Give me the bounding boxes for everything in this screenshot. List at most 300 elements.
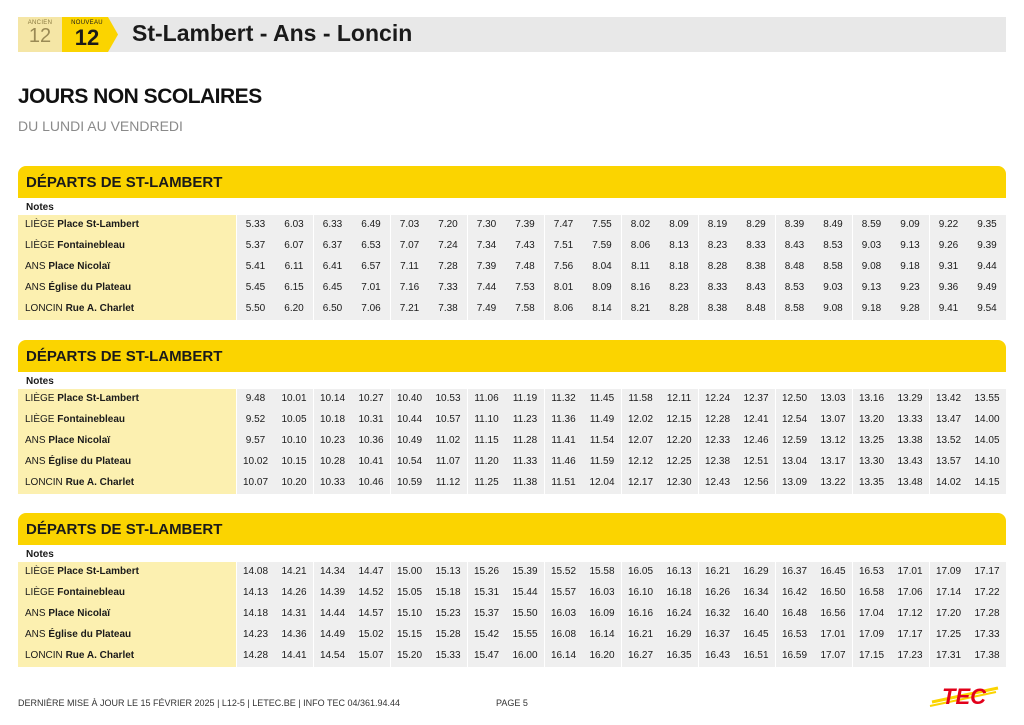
departure-time: 11.58 <box>622 389 660 410</box>
departure-time: 8.38 <box>737 257 775 278</box>
departure-time: 12.20 <box>660 431 698 452</box>
stop-town: LIÈGE <box>25 219 55 230</box>
table-row <box>18 583 1006 604</box>
departure-time: 17.09 <box>930 562 968 583</box>
departure-time: 8.11 <box>622 257 660 278</box>
departure-time: 16.27 <box>622 646 660 667</box>
departure-time: 7.20 <box>429 215 467 236</box>
departure-time: 16.20 <box>583 646 621 667</box>
departure-time: 9.44 <box>968 257 1006 278</box>
stop-name <box>18 431 236 452</box>
departure-time: 10.33 <box>314 473 352 494</box>
departure-time: 7.49 <box>468 299 506 320</box>
departure-time: 11.19 <box>506 389 544 410</box>
departure-time: 11.54 <box>583 431 621 452</box>
departure-time: 11.45 <box>583 389 621 410</box>
departure-time: 8.02 <box>622 215 660 236</box>
departure-time: 11.41 <box>545 431 583 452</box>
departure-time: 7.39 <box>468 257 506 278</box>
departure-time: 16.45 <box>814 562 852 583</box>
departure-time: 6.33 <box>314 215 352 236</box>
departure-time: 7.24 <box>429 236 467 257</box>
table-row <box>18 236 1006 257</box>
departure-time: 14.52 <box>352 583 390 604</box>
departure-time: 12.46 <box>737 431 775 452</box>
old-line-number: 12 <box>28 25 52 47</box>
departure-time: 8.16 <box>622 278 660 299</box>
table-row <box>18 604 1006 625</box>
departure-time: 9.54 <box>968 299 1006 320</box>
departure-time: 6.57 <box>352 257 390 278</box>
stop-name <box>18 562 236 583</box>
notes-label: Notes <box>26 376 54 387</box>
departure-time: 9.22 <box>930 215 968 236</box>
departure-time: 8.04 <box>583 257 621 278</box>
departure-time: 10.31 <box>352 410 390 431</box>
departure-time: 6.49 <box>352 215 390 236</box>
stop-name <box>18 389 236 410</box>
stop-place: Place St-Lambert <box>57 393 139 404</box>
departure-time: 11.46 <box>545 452 583 473</box>
stop-name <box>18 236 236 257</box>
stop-name <box>18 646 236 667</box>
departure-time: 13.42 <box>930 389 968 410</box>
departure-time: 7.30 <box>468 215 506 236</box>
departure-time: 15.33 <box>429 646 467 667</box>
departure-time: 15.50 <box>506 604 544 625</box>
departure-time: 16.58 <box>853 583 891 604</box>
departure-time: 12.04 <box>583 473 621 494</box>
stop-town: ANS <box>25 456 46 468</box>
departure-time: 15.42 <box>468 625 506 646</box>
departure-time: 16.45 <box>737 625 775 646</box>
departure-time: 13.48 <box>891 473 929 494</box>
departure-time: 6.37 <box>314 236 352 257</box>
departure-time: 7.55 <box>583 215 621 236</box>
departure-time: 7.53 <box>506 278 544 299</box>
departure-time: 16.05 <box>622 562 660 583</box>
departure-time: 13.04 <box>776 452 814 473</box>
departure-time: 17.06 <box>891 583 929 604</box>
departure-time: 16.13 <box>660 562 698 583</box>
departure-time: 14.34 <box>314 562 352 583</box>
departure-time: 17.17 <box>891 625 929 646</box>
departure-time: 15.18 <box>429 583 467 604</box>
departure-time: 11.15 <box>468 431 506 452</box>
departure-time: 14.05 <box>968 431 1006 452</box>
stop-name <box>18 257 236 278</box>
departure-time: 8.58 <box>776 299 814 320</box>
tec-logo-icon <box>928 680 1008 710</box>
departure-time: 10.53 <box>429 389 467 410</box>
departure-time: 8.43 <box>776 236 814 257</box>
departure-time: 17.01 <box>891 562 929 583</box>
departure-time: 12.07 <box>622 431 660 452</box>
departure-time: 16.48 <box>776 604 814 625</box>
departure-time: 9.18 <box>853 299 891 320</box>
stop-town: LONCIN <box>25 650 63 662</box>
departure-time: 13.33 <box>891 410 929 431</box>
stop-name <box>18 473 236 494</box>
departure-time: 12.28 <box>699 410 737 431</box>
departure-time: 9.31 <box>930 257 968 278</box>
departure-time: 12.41 <box>737 410 775 431</box>
departure-time: 8.48 <box>737 299 775 320</box>
departure-time: 8.13 <box>660 236 698 257</box>
departure-time: 7.03 <box>391 215 429 236</box>
departure-time: 15.07 <box>352 646 390 667</box>
departure-time: 16.29 <box>660 625 698 646</box>
departure-time: 10.15 <box>275 452 313 473</box>
departure-time: 15.00 <box>391 562 429 583</box>
departure-time: 13.16 <box>853 389 891 410</box>
departure-time: 6.50 <box>314 299 352 320</box>
departure-time: 12.38 <box>699 452 737 473</box>
table-row <box>18 410 1006 431</box>
departure-time: 15.13 <box>429 562 467 583</box>
departure-time: 9.57 <box>237 431 275 452</box>
departure-time: 6.15 <box>275 278 313 299</box>
departure-time: 16.43 <box>699 646 737 667</box>
departure-time: 9.03 <box>853 236 891 257</box>
departure-time: 5.33 <box>237 215 275 236</box>
departure-time: 13.25 <box>853 431 891 452</box>
departure-time: 9.09 <box>891 215 929 236</box>
departure-time: 16.08 <box>545 625 583 646</box>
departure-time: 9.13 <box>853 278 891 299</box>
departure-time: 9.08 <box>814 299 852 320</box>
departure-time: 12.12 <box>622 452 660 473</box>
departure-time: 5.37 <box>237 236 275 257</box>
departure-time: 7.59 <box>583 236 621 257</box>
departure-time: 6.20 <box>275 299 313 320</box>
stop-place: Rue A. Charlet <box>65 303 135 315</box>
table-row <box>18 257 1006 278</box>
departure-time: 7.38 <box>429 299 467 320</box>
departure-time: 13.52 <box>930 431 968 452</box>
departure-time: 10.36 <box>352 431 390 452</box>
departure-time: 15.47 <box>468 646 506 667</box>
departure-time: 13.20 <box>853 410 891 431</box>
departure-time: 7.01 <box>352 278 390 299</box>
departure-time: 10.28 <box>314 452 352 473</box>
departure-time: 11.10 <box>468 410 506 431</box>
departure-time: 5.50 <box>237 299 275 320</box>
page-number: PAGE 5 <box>496 698 528 708</box>
departure-time: 16.53 <box>776 625 814 646</box>
table-row <box>18 431 1006 452</box>
departure-time: 10.07 <box>237 473 275 494</box>
stop-town: LONCIN <box>25 477 63 489</box>
departure-time: 15.23 <box>429 604 467 625</box>
stop-name <box>18 625 236 646</box>
departure-time: 14.31 <box>275 604 313 625</box>
departure-time: 16.40 <box>737 604 775 625</box>
departure-time: 15.58 <box>583 562 621 583</box>
departure-time: 17.12 <box>891 604 929 625</box>
departure-time: 7.51 <box>545 236 583 257</box>
departure-time: 16.59 <box>776 646 814 667</box>
departure-time: 14.39 <box>314 583 352 604</box>
new-line-number: 12 <box>74 25 100 50</box>
departure-time: 15.52 <box>545 562 583 583</box>
departure-time: 12.43 <box>699 473 737 494</box>
departure-time: 10.41 <box>352 452 390 473</box>
stop-place: Place St-Lambert <box>57 219 139 230</box>
stop-place: Place Nicolaï <box>48 261 111 273</box>
stop-place: Rue A. Charlet <box>65 477 135 489</box>
departure-time: 16.37 <box>699 625 737 646</box>
departure-time: 7.11 <box>391 257 429 278</box>
departure-time: 9.41 <box>930 299 968 320</box>
stop-town: LIÈGE <box>25 414 55 426</box>
departure-time: 11.38 <box>506 473 544 494</box>
departure-time: 16.51 <box>737 646 775 667</box>
departure-time: 13.38 <box>891 431 929 452</box>
departure-time: 8.09 <box>660 215 698 236</box>
departure-time: 15.44 <box>506 583 544 604</box>
route-title: St-Lambert - Ans - Loncin <box>132 20 413 46</box>
departure-time: 14.15 <box>968 473 1006 494</box>
departure-time: 8.53 <box>814 236 852 257</box>
departure-time: 11.49 <box>583 410 621 431</box>
departure-time: 12.30 <box>660 473 698 494</box>
departure-time: 7.34 <box>468 236 506 257</box>
departure-time: 8.28 <box>660 299 698 320</box>
departure-time: 9.13 <box>891 236 929 257</box>
departure-time: 11.32 <box>545 389 583 410</box>
departure-time: 17.28 <box>968 604 1006 625</box>
departure-time: 10.14 <box>314 389 352 410</box>
stop-place: Place Nicolaï <box>48 608 111 620</box>
departure-time: 10.23 <box>314 431 352 452</box>
departure-time: 17.09 <box>853 625 891 646</box>
departure-time: 8.23 <box>699 236 737 257</box>
stop-place: Place St-Lambert <box>57 566 139 577</box>
departure-time: 17.23 <box>891 646 929 667</box>
departure-time: 12.54 <box>776 410 814 431</box>
tec-logo-text: TEC <box>942 684 986 709</box>
departure-time: 5.41 <box>237 257 275 278</box>
departure-time: 10.05 <box>275 410 313 431</box>
departure-time: 6.45 <box>314 278 352 299</box>
stop-town: ANS <box>25 261 46 273</box>
departure-time: 7.06 <box>352 299 390 320</box>
departure-time: 8.33 <box>737 236 775 257</box>
departure-time: 15.10 <box>391 604 429 625</box>
departure-time: 9.48 <box>237 389 275 410</box>
departure-time: 15.28 <box>429 625 467 646</box>
departure-time: 7.33 <box>429 278 467 299</box>
departure-time: 16.14 <box>545 646 583 667</box>
departure-time: 16.03 <box>583 583 621 604</box>
departure-time: 10.01 <box>275 389 313 410</box>
block-title: DÉPARTS DE ST-LAMBERT <box>18 513 1006 545</box>
departure-time: 8.21 <box>622 299 660 320</box>
departure-time: 8.18 <box>660 257 698 278</box>
departure-time: 10.49 <box>391 431 429 452</box>
departure-time: 12.02 <box>622 410 660 431</box>
departure-time: 7.21 <box>391 299 429 320</box>
departure-time: 7.47 <box>545 215 583 236</box>
departure-time: 8.14 <box>583 299 621 320</box>
departure-time: 8.28 <box>699 257 737 278</box>
block-title: DÉPARTS DE ST-LAMBERT <box>18 340 1006 372</box>
stop-place: Fontainebleau <box>57 240 126 252</box>
departure-time: 15.05 <box>391 583 429 604</box>
departure-time: 10.18 <box>314 410 352 431</box>
departure-time: 17.14 <box>930 583 968 604</box>
departure-time: 14.02 <box>930 473 968 494</box>
departure-time: 11.33 <box>506 452 544 473</box>
departure-time: 13.22 <box>814 473 852 494</box>
departure-time: 10.20 <box>275 473 313 494</box>
departure-time: 8.48 <box>776 257 814 278</box>
departure-time: 14.26 <box>275 583 313 604</box>
departure-time: 16.26 <box>699 583 737 604</box>
departure-time: 13.07 <box>814 410 852 431</box>
departure-time: 14.18 <box>237 604 275 625</box>
departure-time: 14.44 <box>314 604 352 625</box>
departure-time: 16.21 <box>699 562 737 583</box>
schedule-title: JOURS NON SCOLAIRES <box>18 85 262 108</box>
departure-time: 8.29 <box>737 215 775 236</box>
departure-time: 16.16 <box>622 604 660 625</box>
departure-time: 14.10 <box>968 452 1006 473</box>
departure-time: 12.50 <box>776 389 814 410</box>
departure-time: 13.12 <box>814 431 852 452</box>
departure-time: 16.21 <box>622 625 660 646</box>
departure-time: 17.33 <box>968 625 1006 646</box>
departure-time: 17.15 <box>853 646 891 667</box>
departure-time: 5.45 <box>237 278 275 299</box>
departure-time: 10.27 <box>352 389 390 410</box>
departure-time: 11.02 <box>429 431 467 452</box>
departure-time: 15.20 <box>391 646 429 667</box>
stop-town: ANS <box>25 282 46 294</box>
departure-time: 10.02 <box>237 452 275 473</box>
departure-time: 6.53 <box>352 236 390 257</box>
departure-time: 7.43 <box>506 236 544 257</box>
departure-time: 9.08 <box>853 257 891 278</box>
departure-time: 16.10 <box>622 583 660 604</box>
departure-time: 9.18 <box>891 257 929 278</box>
departure-time: 15.02 <box>352 625 390 646</box>
departure-time: 16.53 <box>853 562 891 583</box>
departure-time: 15.37 <box>468 604 506 625</box>
schedule-subtitle: DU LUNDI AU VENDREDI <box>18 118 183 134</box>
departure-time: 6.03 <box>275 215 313 236</box>
stop-place: Fontainebleau <box>57 587 126 599</box>
departure-time: 10.44 <box>391 410 429 431</box>
departure-time: 8.06 <box>545 299 583 320</box>
stop-name <box>18 299 236 320</box>
departure-time: 16.14 <box>583 625 621 646</box>
departure-time: 14.36 <box>275 625 313 646</box>
departure-time: 15.15 <box>391 625 429 646</box>
stop-place: Église du Plateau <box>48 282 132 294</box>
departure-time: 8.39 <box>776 215 814 236</box>
departure-time: 13.17 <box>814 452 852 473</box>
departure-time: 7.44 <box>468 278 506 299</box>
departure-time: 16.32 <box>699 604 737 625</box>
departure-time: 14.57 <box>352 604 390 625</box>
departure-time: 9.26 <box>930 236 968 257</box>
departure-time: 7.48 <box>506 257 544 278</box>
stop-place: Rue A. Charlet <box>65 650 135 662</box>
departure-time: 13.29 <box>891 389 929 410</box>
departure-time: 14.49 <box>314 625 352 646</box>
table-row <box>18 215 1006 236</box>
departure-time: 8.53 <box>776 278 814 299</box>
departure-time: 6.41 <box>314 257 352 278</box>
stop-town: LIÈGE <box>25 240 55 252</box>
departure-time: 8.01 <box>545 278 583 299</box>
departure-time: 17.01 <box>814 625 852 646</box>
departure-time: 11.51 <box>545 473 583 494</box>
table-row <box>18 625 1006 646</box>
stop-name <box>18 215 236 236</box>
departure-time: 17.38 <box>968 646 1006 667</box>
departure-time: 16.34 <box>737 583 775 604</box>
new-line-label: NOUVEAU <box>71 20 103 26</box>
stop-name <box>18 278 236 299</box>
departure-time: 16.56 <box>814 604 852 625</box>
departure-time: 10.59 <box>391 473 429 494</box>
departure-time: 12.56 <box>737 473 775 494</box>
departure-time: 15.26 <box>468 562 506 583</box>
departure-time: 11.59 <box>583 452 621 473</box>
departure-time: 16.37 <box>776 562 814 583</box>
stop-name <box>18 452 236 473</box>
departure-time: 12.33 <box>699 431 737 452</box>
departure-time: 13.47 <box>930 410 968 431</box>
departure-time: 15.55 <box>506 625 544 646</box>
departure-time: 13.03 <box>814 389 852 410</box>
departure-time: 9.36 <box>930 278 968 299</box>
departure-time: 9.03 <box>814 278 852 299</box>
stop-town: ANS <box>25 608 46 620</box>
stop-town: LIÈGE <box>25 393 55 404</box>
timetable-block <box>18 340 1006 494</box>
departure-time: 16.29 <box>737 562 775 583</box>
departure-time: 14.23 <box>237 625 275 646</box>
stop-town: ANS <box>25 435 46 447</box>
footer-info: DERNIÈRE MISE À JOUR LE 15 FÉVRIER 2025 | L12-5 | LETEC.BE | INFO TEC 04/361.94.44 <box>18 698 400 708</box>
departure-time: 6.11 <box>275 257 313 278</box>
departure-time: 8.19 <box>699 215 737 236</box>
departure-time: 13.09 <box>776 473 814 494</box>
departure-time: 11.20 <box>468 452 506 473</box>
departure-time: 7.58 <box>506 299 544 320</box>
departure-time: 9.52 <box>237 410 275 431</box>
departure-time: 13.43 <box>891 452 929 473</box>
departure-time: 12.11 <box>660 389 698 410</box>
departure-time: 11.12 <box>429 473 467 494</box>
stop-place: Église du Plateau <box>48 629 132 641</box>
departure-time: 8.58 <box>814 257 852 278</box>
departure-time: 17.04 <box>853 604 891 625</box>
departure-time: 11.28 <box>506 431 544 452</box>
departure-time: 16.50 <box>814 583 852 604</box>
departure-time: 14.13 <box>237 583 275 604</box>
departure-time: 11.25 <box>468 473 506 494</box>
stop-place: Église du Plateau <box>48 456 132 468</box>
departure-time: 11.06 <box>468 389 506 410</box>
departure-time: 8.43 <box>737 278 775 299</box>
stop-place: Fontainebleau <box>57 414 126 426</box>
table-row <box>18 278 1006 299</box>
